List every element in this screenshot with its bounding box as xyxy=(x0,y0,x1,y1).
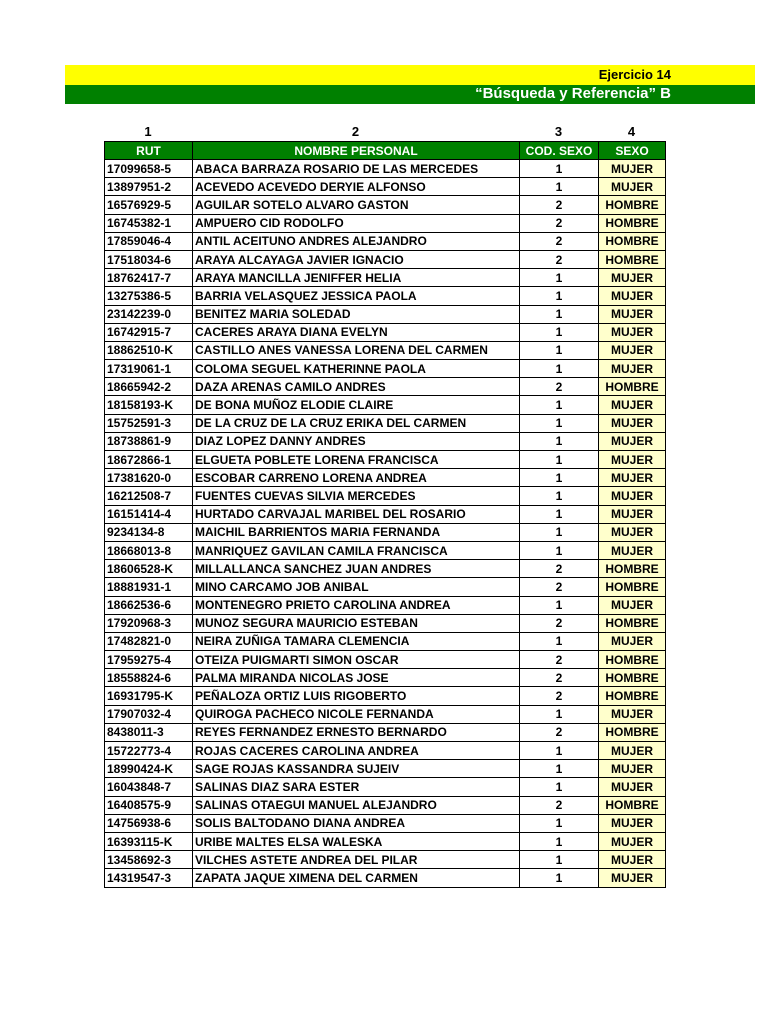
exercise-banner xyxy=(65,65,755,85)
sexo-cell[interactable]: MUJER xyxy=(599,541,666,559)
table-body xyxy=(105,160,666,888)
sexo-cell[interactable]: MUJER xyxy=(599,305,666,323)
table-row xyxy=(105,305,666,323)
rut-cell[interactable]: 16393115-K xyxy=(105,832,193,850)
name-cell[interactable]: BENITEZ MARIA SOLEDAD xyxy=(193,305,520,323)
name-cell[interactable]: SAGE ROJAS KASSANDRA SUJEIV xyxy=(193,760,520,778)
table-row xyxy=(105,687,666,705)
sexo-cell[interactable]: MUJER xyxy=(599,396,666,414)
table-row xyxy=(105,378,666,396)
cod-sexo-cell[interactable]: 2 xyxy=(520,796,599,814)
table-row xyxy=(105,432,666,450)
rut-cell[interactable]: 17859046-4 xyxy=(105,232,193,250)
name-cell[interactable]: ANTIL ACEITUNO ANDRES ALEJANDRO xyxy=(193,232,520,250)
table-row xyxy=(105,669,666,687)
rut-cell[interactable]: 18665942-2 xyxy=(105,378,193,396)
name-cell[interactable]: MONTENEGRO PRIETO CAROLINA ANDREA xyxy=(193,596,520,614)
name-cell[interactable]: CASTILLO ANES VANESSA LORENA DEL CARMEN xyxy=(193,341,520,359)
table-row xyxy=(105,505,666,523)
name-cell[interactable]: MILLALLANCA SANCHEZ JUAN ANDRES xyxy=(193,560,520,578)
name-cell[interactable]: SALINAS DIAZ SARA ESTER xyxy=(193,778,520,796)
cod-sexo-cell[interactable]: 1 xyxy=(520,705,599,723)
sexo-cell[interactable]: MUJER xyxy=(599,742,666,760)
rut-cell[interactable]: 13458692-3 xyxy=(105,851,193,869)
table-row xyxy=(105,832,666,850)
cod-sexo-cell[interactable]: 1 xyxy=(520,341,599,359)
sexo-cell[interactable]: MUJER xyxy=(599,178,666,196)
rut-cell[interactable]: 17518034-6 xyxy=(105,250,193,268)
rut-cell[interactable]: 17907032-4 xyxy=(105,705,193,723)
table-row xyxy=(105,232,666,250)
cod-sexo-cell[interactable]: 1 xyxy=(520,541,599,559)
table-row xyxy=(105,560,666,578)
sexo-cell[interactable]: HOMBRE xyxy=(599,651,666,669)
cod-sexo-cell[interactable]: 1 xyxy=(520,487,599,505)
rut-cell[interactable]: 15752591-3 xyxy=(105,414,193,432)
rut-cell[interactable]: 16745382-1 xyxy=(105,214,193,232)
sexo-cell[interactable]: MUJER xyxy=(599,851,666,869)
table-row xyxy=(105,705,666,723)
table-row xyxy=(105,414,666,432)
table-row xyxy=(105,632,666,650)
name-cell[interactable]: URIBE MALTES ELSA WALESKA xyxy=(193,832,520,850)
rut-cell[interactable]: 18662536-6 xyxy=(105,596,193,614)
name-cell[interactable]: DIAZ LOPEZ DANNY ANDRES xyxy=(193,432,520,450)
sexo-cell[interactable]: MUJER xyxy=(599,705,666,723)
name-cell[interactable]: MUNOZ SEGURA MAURICIO ESTEBAN xyxy=(193,614,520,632)
name-cell[interactable]: FUENTES CUEVAS SILVIA MERCEDES xyxy=(193,487,520,505)
sexo-cell[interactable]: HOMBRE xyxy=(599,214,666,232)
sexo-cell[interactable]: MUJER xyxy=(599,487,666,505)
name-cell[interactable]: MINO CARCAMO JOB ANIBAL xyxy=(193,578,520,596)
cod-sexo-cell[interactable]: 2 xyxy=(520,614,599,632)
rut-cell[interactable]: 16212508-7 xyxy=(105,487,193,505)
sexo-cell[interactable]: MUJER xyxy=(599,414,666,432)
cod-sexo-cell[interactable]: 2 xyxy=(520,651,599,669)
rut-cell[interactable]: 18606528-K xyxy=(105,560,193,578)
name-cell[interactable]: DE LA CRUZ DE LA CRUZ ERIKA DEL CARMEN xyxy=(193,414,520,432)
column-number-3: 3 xyxy=(554,124,563,139)
cod-sexo-cell[interactable]: 1 xyxy=(520,451,599,469)
table-row xyxy=(105,742,666,760)
sexo-cell[interactable]: MUJER xyxy=(599,760,666,778)
name-cell[interactable]: VILCHES ASTETE ANDREA DEL PILAR xyxy=(193,851,520,869)
sexo-cell[interactable]: MUJER xyxy=(599,160,666,178)
rut-cell[interactable]: 18862510-K xyxy=(105,341,193,359)
name-cell[interactable]: ZAPATA JAQUE XIMENA DEL CARMEN xyxy=(193,869,520,887)
cod-sexo-cell[interactable]: 1 xyxy=(520,323,599,341)
sexo-cell[interactable]: MUJER xyxy=(599,596,666,614)
table-row xyxy=(105,250,666,268)
rut-cell[interactable]: 18558824-6 xyxy=(105,669,193,687)
table-row xyxy=(105,360,666,378)
column-number-4: 4 xyxy=(627,124,636,139)
name-cell[interactable]: CACERES ARAYA DIANA EVELYN xyxy=(193,323,520,341)
name-cell[interactable]: AGUILAR SOTELO ALVARO GASTON xyxy=(193,196,520,214)
cod-sexo-cell[interactable]: 1 xyxy=(520,305,599,323)
cod-sexo-cell[interactable]: 1 xyxy=(520,851,599,869)
name-cell[interactable]: ARAYA MANCILLA JENIFFER HELIA xyxy=(193,269,520,287)
table-row xyxy=(105,214,666,232)
table-row xyxy=(105,396,666,414)
name-cell[interactable]: ELGUETA POBLETE LORENA FRANCISCA xyxy=(193,451,520,469)
sexo-cell[interactable]: MUJER xyxy=(599,469,666,487)
name-cell[interactable]: ARAYA ALCAYAGA JAVIER IGNACIO xyxy=(193,250,520,268)
cod-sexo-cell[interactable]: 1 xyxy=(520,760,599,778)
cod-sexo-cell[interactable]: 1 xyxy=(520,832,599,850)
rut-cell[interactable]: 14319547-3 xyxy=(105,869,193,887)
sexo-cell[interactable]: MUJER xyxy=(599,269,666,287)
name-cell[interactable]: OTEIZA PUIGMARTI SIMON OSCAR xyxy=(193,651,520,669)
personnel-table xyxy=(104,141,666,888)
table-row xyxy=(105,178,666,196)
rut-cell[interactable]: 17920968-3 xyxy=(105,614,193,632)
name-cell[interactable]: DE BONA MUÑOZ ELODIE CLAIRE xyxy=(193,396,520,414)
rut-cell[interactable]: 14756938-6 xyxy=(105,814,193,832)
header-nombre[interactable]: NOMBRE PERSONAL xyxy=(193,142,520,160)
table-row xyxy=(105,469,666,487)
cod-sexo-cell[interactable]: 1 xyxy=(520,505,599,523)
rut-cell[interactable]: 16151414-4 xyxy=(105,505,193,523)
rut-cell[interactable]: 17381620-0 xyxy=(105,469,193,487)
table-row xyxy=(105,723,666,741)
rut-cell[interactable]: 17482821-0 xyxy=(105,632,193,650)
rut-cell[interactable]: 18672866-1 xyxy=(105,451,193,469)
name-cell[interactable]: SOLIS BALTODANO DIANA ANDREA xyxy=(193,814,520,832)
name-cell[interactable]: PEÑALOZA ORTIZ LUIS RIGOBERTO xyxy=(193,687,520,705)
cod-sexo-cell[interactable]: 2 xyxy=(520,378,599,396)
cod-sexo-cell[interactable]: 2 xyxy=(520,196,599,214)
rut-cell[interactable]: 18738861-9 xyxy=(105,432,193,450)
name-cell[interactable]: AMPUERO CID RODOLFO xyxy=(193,214,520,232)
cod-sexo-cell[interactable]: 1 xyxy=(520,160,599,178)
table-row xyxy=(105,578,666,596)
sexo-cell[interactable]: MUJER xyxy=(599,778,666,796)
table-row xyxy=(105,323,666,341)
cod-sexo-cell[interactable]: 1 xyxy=(520,778,599,796)
table-row xyxy=(105,596,666,614)
name-cell[interactable]: ACEVEDO ACEVEDO DERYIE ALFONSO xyxy=(193,178,520,196)
table-row xyxy=(105,287,666,305)
sexo-cell[interactable]: HOMBRE xyxy=(599,687,666,705)
cod-sexo-cell[interactable]: 1 xyxy=(520,469,599,487)
sexo-cell[interactable]: HOMBRE xyxy=(599,378,666,396)
header-sexo[interactable]: SEXO xyxy=(599,142,666,160)
rut-cell[interactable]: 23142239-0 xyxy=(105,305,193,323)
table-row xyxy=(105,651,666,669)
rut-cell[interactable]: 18158193-K xyxy=(105,396,193,414)
name-cell[interactable]: REYES FERNANDEZ ERNESTO BERNARDO xyxy=(193,723,520,741)
cod-sexo-cell[interactable]: 1 xyxy=(520,596,599,614)
rut-cell[interactable]: 13275386-5 xyxy=(105,287,193,305)
rut-cell[interactable]: 13897951-2 xyxy=(105,178,193,196)
rut-cell[interactable]: 9234134-8 xyxy=(105,523,193,541)
name-cell[interactable]: ROJAS CACERES CAROLINA ANDREA xyxy=(193,742,520,760)
cod-sexo-cell[interactable]: 1 xyxy=(520,360,599,378)
name-cell[interactable]: MAICHIL BARRIENTOS MARIA FERNANDA xyxy=(193,523,520,541)
sexo-cell[interactable]: MUJER xyxy=(599,341,666,359)
sexo-cell[interactable]: MUJER xyxy=(599,432,666,450)
header-rut[interactable]: RUT xyxy=(105,142,193,160)
table-row xyxy=(105,269,666,287)
name-cell[interactable]: QUIROGA PACHECO NICOLE FERNANDA xyxy=(193,705,520,723)
rut-cell[interactable]: 17099658-5 xyxy=(105,160,193,178)
cod-sexo-cell[interactable]: 2 xyxy=(520,250,599,268)
table-header-row xyxy=(105,142,666,160)
column-number-2: 2 xyxy=(351,124,360,139)
name-cell[interactable]: BARRIA VELASQUEZ JESSICA PAOLA xyxy=(193,287,520,305)
cod-sexo-cell[interactable]: 1 xyxy=(520,287,599,305)
rut-cell[interactable]: 18762417-7 xyxy=(105,269,193,287)
subtitle-banner xyxy=(65,85,755,104)
sexo-cell[interactable]: MUJER xyxy=(599,523,666,541)
sexo-cell[interactable]: HOMBRE xyxy=(599,578,666,596)
sexo-cell[interactable]: MUJER xyxy=(599,632,666,650)
subtitle-label: “Búsqueda y Referencia” B xyxy=(475,85,671,102)
sexo-cell[interactable]: HOMBRE xyxy=(599,250,666,268)
cod-sexo-cell[interactable]: 1 xyxy=(520,396,599,414)
sexo-cell[interactable]: MUJER xyxy=(599,505,666,523)
name-cell[interactable]: NEIRA ZUÑIGA TAMARA CLEMENCIA xyxy=(193,632,520,650)
name-cell[interactable]: DAZA ARENAS CAMILO ANDRES xyxy=(193,378,520,396)
sexo-cell[interactable]: HOMBRE xyxy=(599,560,666,578)
cod-sexo-cell[interactable]: 1 xyxy=(520,814,599,832)
name-cell[interactable]: PALMA MIRANDA NICOLAS JOSE xyxy=(193,669,520,687)
sexo-cell[interactable]: MUJER xyxy=(599,451,666,469)
name-cell[interactable]: MANRIQUEZ GAVILAN CAMILA FRANCISCA xyxy=(193,541,520,559)
name-cell[interactable]: HURTADO CARVAJAL MARIBEL DEL ROSARIO xyxy=(193,505,520,523)
rut-cell[interactable]: 16408575-9 xyxy=(105,796,193,814)
rut-cell[interactable]: 17959275-4 xyxy=(105,651,193,669)
table-row xyxy=(105,523,666,541)
cod-sexo-cell[interactable]: 2 xyxy=(520,214,599,232)
name-cell[interactable]: ABACA BARRAZA ROSARIO DE LAS MERCEDES xyxy=(193,160,520,178)
rut-cell[interactable]: 18668013-8 xyxy=(105,541,193,559)
sexo-cell[interactable]: MUJER xyxy=(599,323,666,341)
rut-cell[interactable]: 16742915-7 xyxy=(105,323,193,341)
sexo-cell[interactable]: HOMBRE xyxy=(599,796,666,814)
sexo-cell[interactable]: HOMBRE xyxy=(599,196,666,214)
cod-sexo-cell[interactable]: 1 xyxy=(520,414,599,432)
table-row xyxy=(105,814,666,832)
table-row xyxy=(105,541,666,559)
cod-sexo-cell[interactable]: 1 xyxy=(520,742,599,760)
cod-sexo-cell[interactable]: 1 xyxy=(520,523,599,541)
name-cell[interactable]: SALINAS OTAEGUI MANUEL ALEJANDRO xyxy=(193,796,520,814)
cod-sexo-cell[interactable]: 1 xyxy=(520,178,599,196)
exercise-label: Ejercicio 14 xyxy=(598,67,671,82)
cod-sexo-cell[interactable]: 1 xyxy=(520,869,599,887)
table-row xyxy=(105,196,666,214)
header-cod-sexo[interactable]: COD. SEXO xyxy=(520,142,599,160)
table-row xyxy=(105,614,666,632)
cod-sexo-cell[interactable]: 2 xyxy=(520,669,599,687)
table-row xyxy=(105,487,666,505)
sexo-cell[interactable]: MUJER xyxy=(599,832,666,850)
sexo-cell[interactable]: HOMBRE xyxy=(599,669,666,687)
sexo-cell[interactable]: HOMBRE xyxy=(599,723,666,741)
rut-cell[interactable]: 18990424-K xyxy=(105,760,193,778)
sexo-cell[interactable]: HOMBRE xyxy=(599,232,666,250)
sexo-cell[interactable]: MUJER xyxy=(599,287,666,305)
table-row xyxy=(105,869,666,887)
column-number-1: 1 xyxy=(144,124,152,139)
name-cell[interactable]: ESCOBAR CARRENO LORENA ANDREA xyxy=(193,469,520,487)
rut-cell[interactable]: 15722773-4 xyxy=(105,742,193,760)
table-row xyxy=(105,851,666,869)
rut-cell[interactable]: 18881931-1 xyxy=(105,578,193,596)
cod-sexo-cell[interactable]: 2 xyxy=(520,232,599,250)
table-row xyxy=(105,760,666,778)
sexo-cell[interactable]: MUJER xyxy=(599,814,666,832)
cod-sexo-cell[interactable]: 2 xyxy=(520,578,599,596)
table-row xyxy=(105,341,666,359)
table-row xyxy=(105,451,666,469)
sexo-cell[interactable]: MUJER xyxy=(599,869,666,887)
cod-sexo-cell[interactable]: 2 xyxy=(520,560,599,578)
cod-sexo-cell[interactable]: 1 xyxy=(520,632,599,650)
sexo-cell[interactable]: MUJER xyxy=(599,360,666,378)
table-row xyxy=(105,778,666,796)
rut-cell[interactable]: 16576929-5 xyxy=(105,196,193,214)
sexo-cell[interactable]: HOMBRE xyxy=(599,614,666,632)
cod-sexo-cell[interactable]: 1 xyxy=(520,269,599,287)
rut-cell[interactable]: 16931795-K xyxy=(105,687,193,705)
cod-sexo-cell[interactable]: 2 xyxy=(520,687,599,705)
name-cell[interactable]: COLOMA SEGUEL KATHERINNE PAOLA xyxy=(193,360,520,378)
rut-cell[interactable]: 17319061-1 xyxy=(105,360,193,378)
cod-sexo-cell[interactable]: 2 xyxy=(520,723,599,741)
table-row xyxy=(105,160,666,178)
rut-cell[interactable]: 16043848-7 xyxy=(105,778,193,796)
rut-cell[interactable]: 8438011-3 xyxy=(105,723,193,741)
table-row xyxy=(105,796,666,814)
cod-sexo-cell[interactable]: 1 xyxy=(520,432,599,450)
